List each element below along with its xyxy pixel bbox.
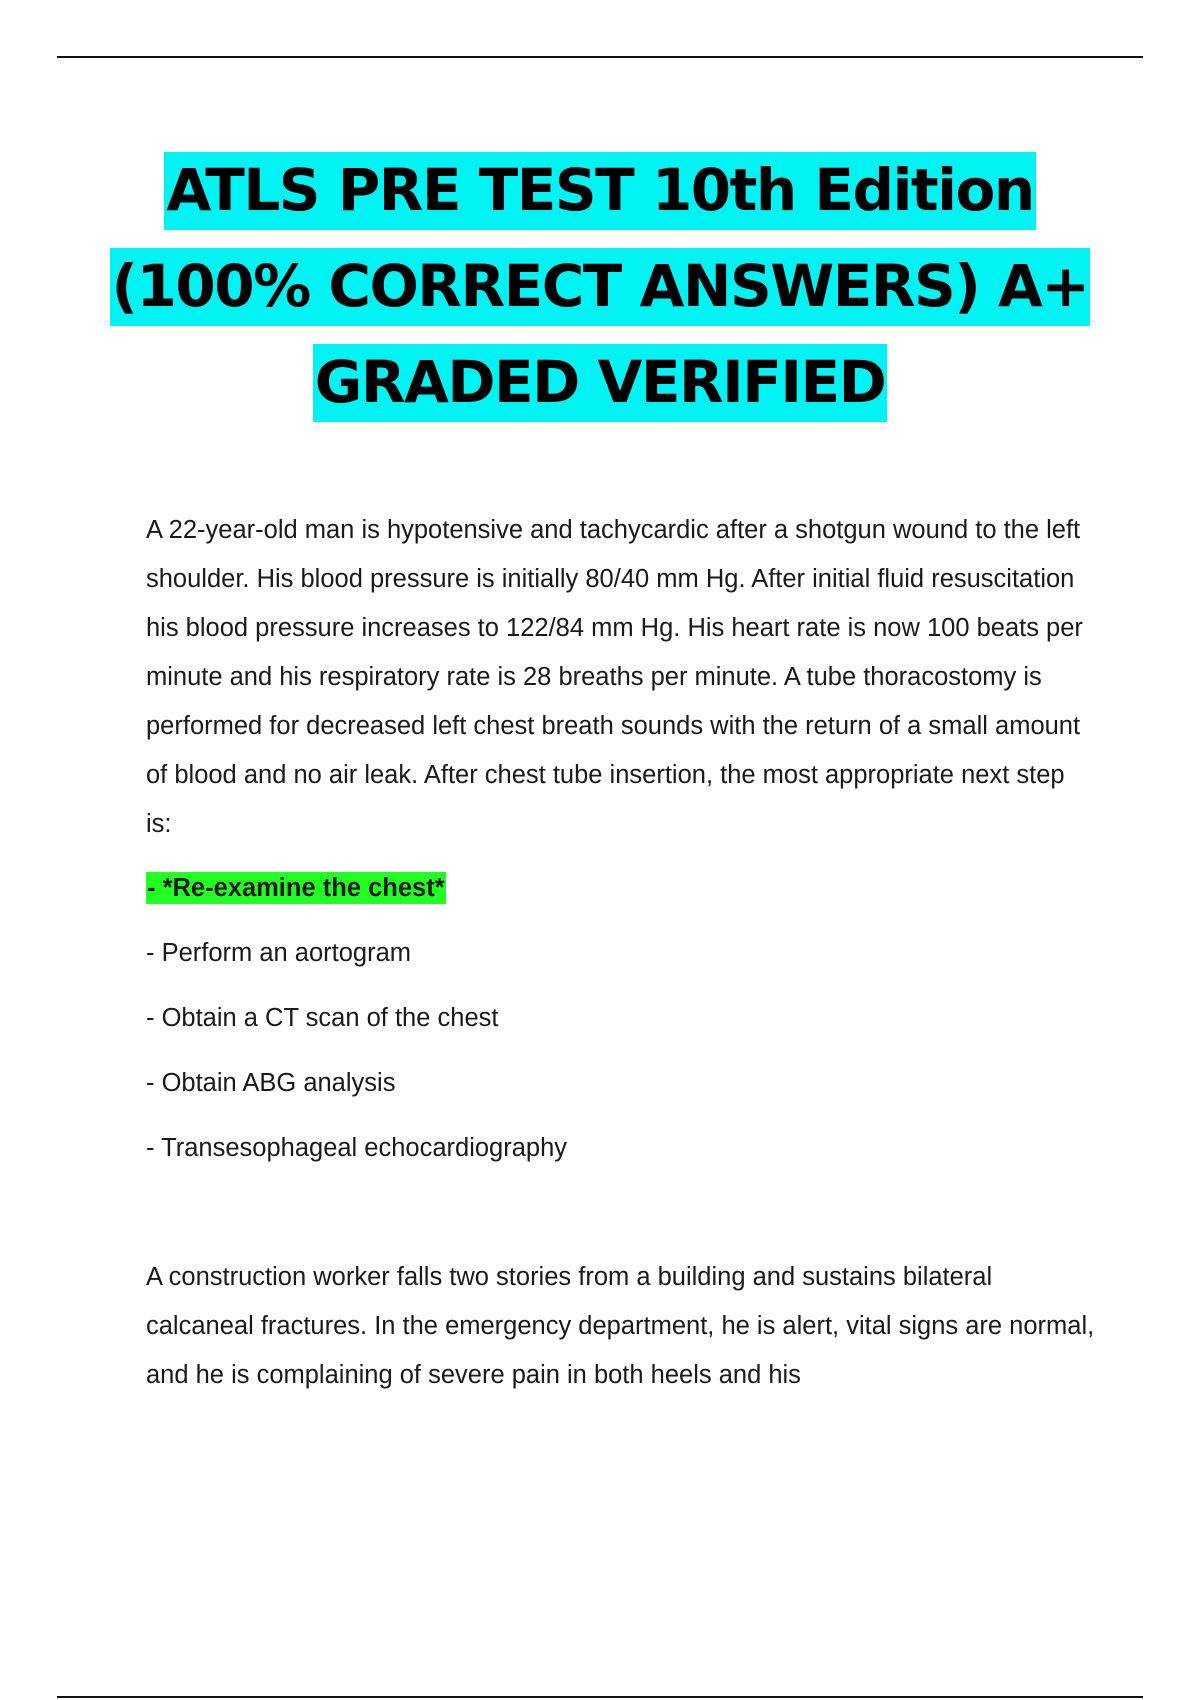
option-label: - Perform an aortogram [146,939,412,967]
option-label: - Obtain a CT scan of the chest [146,1004,499,1032]
option-label: - Transesophageal echocardiography [146,1134,568,1162]
bottom-rule [57,1696,1143,1698]
question-1-options [146,864,1046,1189]
question-2-text: A construction worker falls two stories from a building and sustains bilateral calcaneal fractures. In the emergency department, he is alert, vital signs are normal, and he is complaining of severe pain in both heels and his [146,1263,1095,1389]
option-answer [146,994,1046,1059]
title-line-1: ATLS PRE TEST 10th Edition [164,152,1035,230]
top-rule [57,56,1143,58]
title-line-2: (100% CORRECT ANSWERS) A+ [110,248,1091,326]
option-label: - Obtain ABG analysis [146,1069,396,1097]
document-title [60,142,1140,430]
title-line-3: GRADED VERIFIED [313,344,887,422]
option-answer [146,1124,1046,1189]
option-answer [146,1059,1046,1124]
option-label: - *Re-examine the chest* [147,874,445,902]
option-answer [146,929,1046,994]
option-correct-answer [146,864,1046,929]
question-1-text: A 22-year-old man is hypotensive and tachycardic after a shotgun wound to the left shoulder. His blood pressure is initially 80/40 mm Hg. After initial fluid resuscitation his blood pressure increases to 122/84 mm Hg. His heart rate is now 100 beats per minute and his respiratory rate is 28 breaths per minute. A tube thoracostomy is performed for decreased left chest breath sounds with the return of a small amount of blood and no air leak. After chest tube insertion, the most appropriate next step is: [146,516,1083,838]
